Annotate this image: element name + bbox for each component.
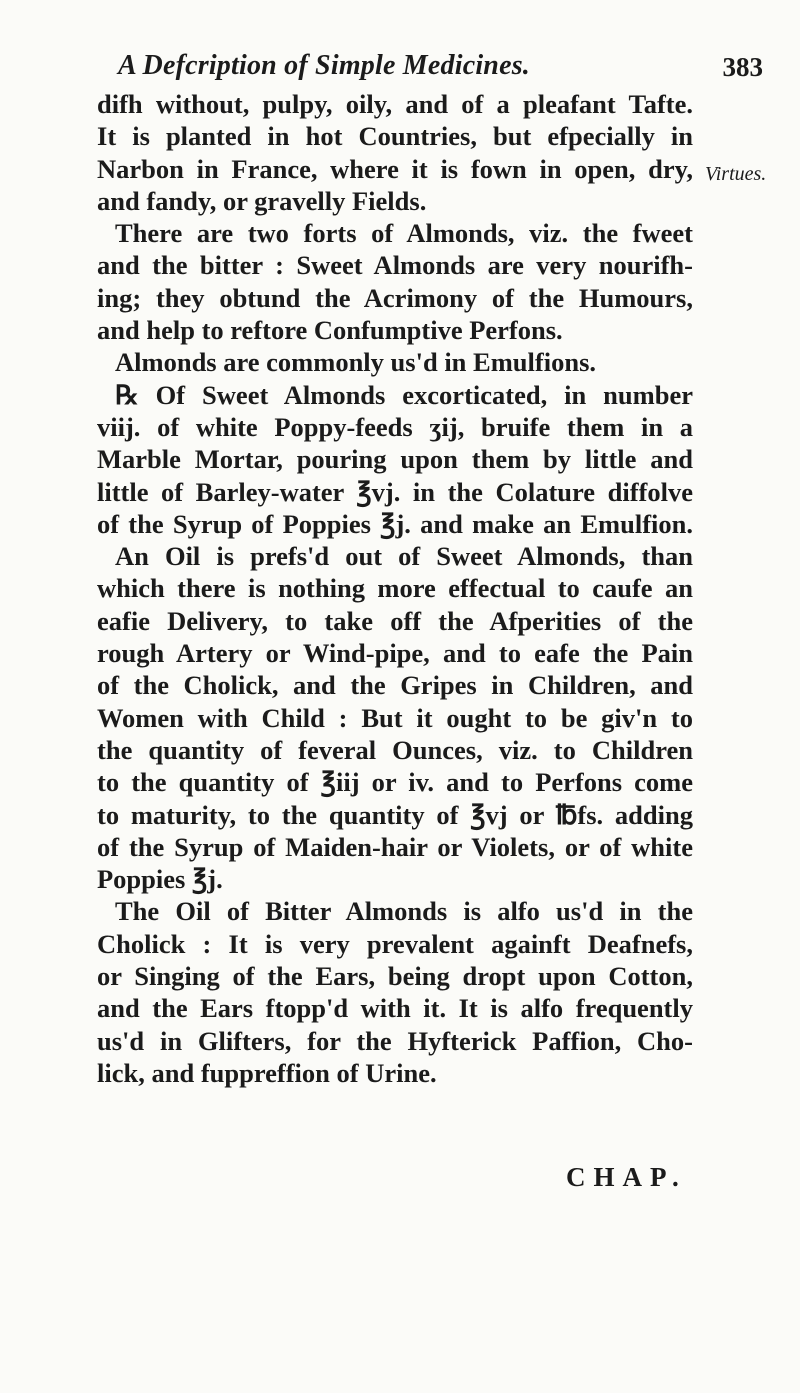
text-line: or Singing of the Ears, being dropt upon Cotton, [97, 961, 693, 992]
text-line: and the Ears ftopp'd with it. It is alfo frequently [97, 993, 693, 1024]
running-head [118, 50, 763, 86]
text-line: of the Cholick, and the Gripes in Children, and [97, 670, 693, 701]
text-line: and fandy, or gravelly Fields. [97, 185, 427, 216]
text-line: lick, and fuppreffion of Urine. [97, 1057, 437, 1088]
text-line: Almonds are commonly us'd in Emulfions. [115, 347, 597, 378]
text-line: Poppies ℥j. [97, 864, 223, 895]
text-line: Marble Mortar, pouring upon them by little and [97, 444, 693, 475]
text-line: eafie Delivery, to take off the Afperities of the [97, 605, 693, 636]
text-line: us'd in Glifters, for the Hyfterick Paffion, Cho- [97, 1025, 693, 1056]
text-line: An Oil is prefs'd out of Sweet Almonds, than [115, 541, 693, 572]
text-line: and help to reftore Confumptive Perfons. [97, 315, 563, 346]
text-line: ℞ Of Sweet Almonds excorticated, in number [115, 379, 693, 410]
text-line: little of Barley-water ℥vj. in the Colature diffolve [97, 476, 693, 507]
text-line: rough Artery or Wind-pipe, and to eafe the Pain [97, 638, 693, 669]
page-number: 383 [722, 52, 763, 82]
text-line: the quantity of feveral Ounces, viz. to Children [97, 734, 693, 765]
text-line: Women with Child : But it ought to be giv'n to [97, 702, 693, 733]
text-line: viij. of white Poppy-feeds ʒij, bruife them in a [97, 411, 693, 442]
text-line: It is planted in hot Countries, but efpecially in [97, 121, 693, 152]
text-line: to maturity, to the quantity of ℥vj or ℔fs. adding [97, 799, 693, 830]
body-text [97, 88, 693, 1089]
text-line: difh without, pulpy, oily, and of a pleafant Tafte. [97, 89, 693, 119]
text-line: which there is nothing more effectual to caufe an [97, 573, 693, 604]
catchword: CHAP. [566, 1162, 687, 1192]
text-line: of the Syrup of Maiden-hair or Violets, or of white [97, 831, 693, 862]
text-line: There are two forts of Almonds, viz. the fweet [115, 218, 693, 249]
text-line: Narbon in France, where it is fown in open, dry, [97, 153, 693, 184]
text-line: to the quantity of ℥iij or iv. and to Perfons come [97, 767, 693, 798]
text-line: of the Syrup of Poppies ℥j. and make an Emulfion. [97, 508, 693, 539]
text-line: ing; they obtund the Acrimony of the Humours, [97, 282, 693, 313]
text-line: Cholick : It is very prevalent againft Deafnefs, [97, 928, 693, 959]
text-line: The Oil of Bitter Almonds is alfo us'd in the [115, 896, 693, 927]
marginal-note: Virtues. [705, 163, 767, 185]
text-line: and the bitter : Sweet Almonds are very nourifh- [97, 250, 693, 281]
running-title: A Defcription of Simple Medicines. [118, 50, 531, 81]
